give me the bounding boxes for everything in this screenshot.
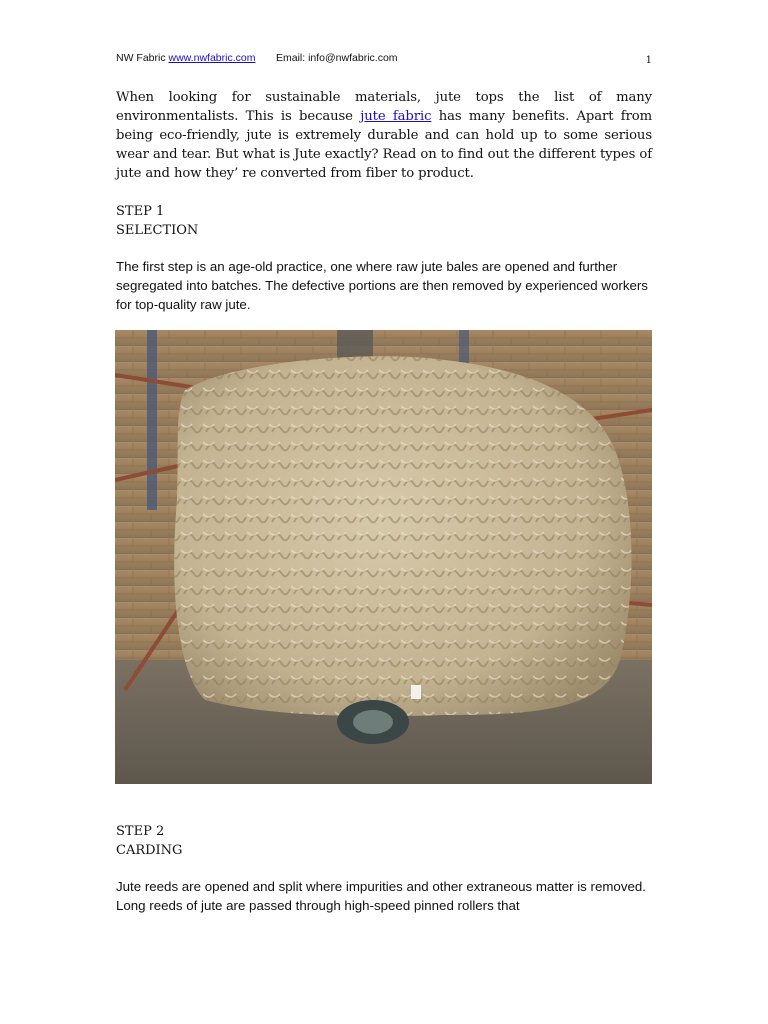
step2-heading	[116, 822, 182, 860]
brand-name: NW Fabric	[116, 52, 166, 64]
intro-paragraph	[116, 88, 652, 183]
header-brand	[116, 52, 255, 64]
step1-heading	[116, 202, 198, 240]
jute-bale-photo	[115, 330, 652, 784]
intro-text-end: has many benefits. Apart from being eco-friendly, jute is extremely durable and can hold up to some serious wear and tear. But what is Jute exactly? Read on to find out the different types of jute and how they’ re converted from fiber to product.	[116, 109, 653, 181]
page-number: 1	[645, 55, 652, 66]
step2-number: STEP 2	[116, 824, 165, 839]
intro-text-start: When looking for sustainable materials, jute tops the list of many environmentalists. This is because	[116, 90, 652, 124]
step2-title: CARDING	[116, 843, 183, 858]
step1-paragraph: The first step is an age-old practice, one where raw jute bales are opened and further segregated into batches. The defective portions are then removed by experienced workers for top-quality raw jute.	[116, 259, 648, 313]
step2-paragraph: Jute reeds are opened and split where impurities and other extraneous matter is removed. Long reeds of jute are passed through high-speed pinned rollers that	[116, 879, 646, 914]
jute-bale-illustration	[115, 330, 652, 784]
website-link[interactable]: www.nwfabric.com	[168, 52, 256, 64]
step1-number: STEP 1	[116, 204, 165, 219]
page-header	[116, 52, 652, 68]
step1-title: SELECTION	[116, 223, 199, 238]
jute-fabric-link[interactable]: jute fabric	[360, 109, 432, 124]
header-email: Email: info@nwfabric.com	[276, 52, 398, 64]
